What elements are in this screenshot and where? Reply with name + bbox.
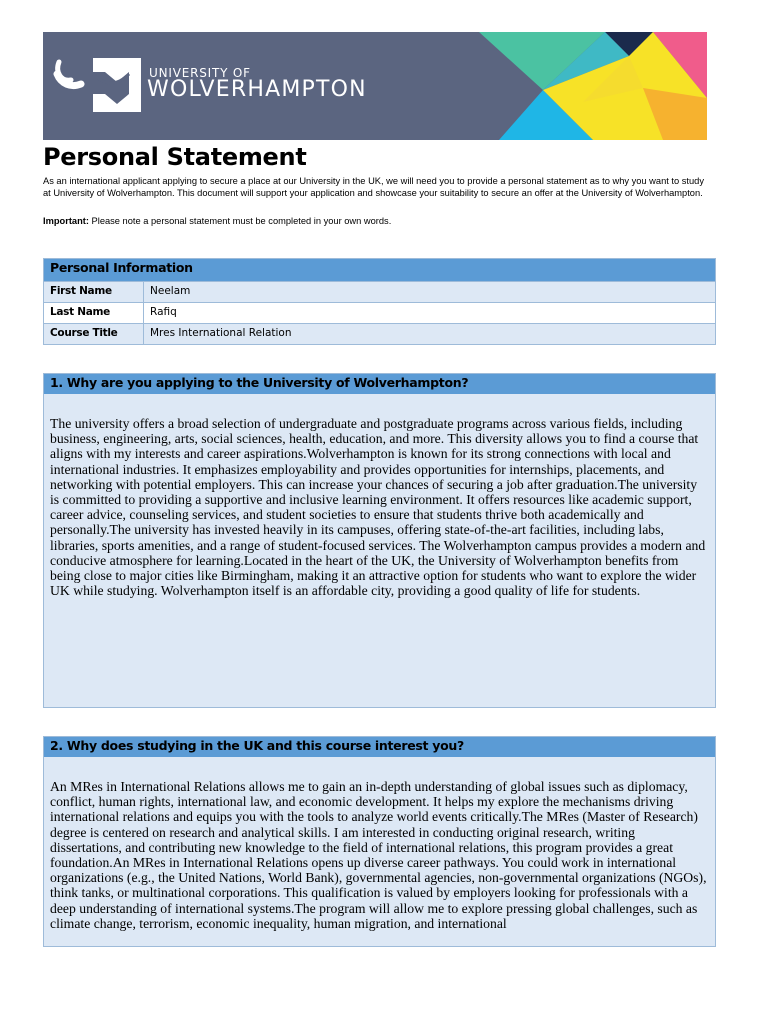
university-logo-icon [53,54,145,116]
table-row [44,302,715,323]
question-2-heading: 2. Why does studying in the UK and this course interest you? [44,737,715,757]
brand-subtitle: UNIVERSITY OF [149,66,251,80]
question-1-section [43,373,716,708]
question-1-answer[interactable]: The university offers a broad selection of undergraduate and postgraduate programs across various fields, including business, engineering, arts, social sciences, health, education, and more. This diversity allows you to find a course that aligns with my interests and career aspirations.Wolverhampton is known for its strong connections with local and international industries. It emphasizes employability and provides opportunities for internships, placements, and networking with potential employers. This can increase your chances of securing a job after graduation.The university is committed to providing a supportive and inclusive learning environment. It offers resources like academic support, career advice, counseling services, and student societies to ensure that students thrive both academically and personally.The university has invested heavily in its campuses, offering state-of-the-art facilities, including labs, libraries, sports amenities, and a range of student-focused services. The Wolverhampton campus provides a modern and conducive atmosphere for learning.Located in the heart of the UK, the University of Wolverhampton benefits from being close to major cities like Birmingham, making it an attractive option for students who want to explore the wider UK while studying. Wolverhampton itself is an affordable city, providing a good quality of life for students. [50,416,706,599]
course-title-field[interactable]: Mres International Relation [150,327,292,339]
personal-info-heading: Personal Information [44,259,715,281]
header-banner [43,32,707,140]
last-name-field[interactable]: Rafiq [150,306,177,318]
brand-name: WOLVERHAMPTON [147,77,367,102]
personal-info-table [43,258,716,345]
question-2-answer[interactable]: An MRes in International Relations allows me to gain an in-depth understanding of global issues such as diplomacy, conflict, human rights, international law, and economic development. It helps my explore the mechanisms driving international relations and equips you with the tools to analyze world events critically.The MRes (Master of Research) degree is centered on research and analytical skills. I am interested in conducting original research, writing dissertations, and contributing new knowledge to the field of international relations, this program provides a great foundation.An MRes in International Relations opens up diverse career pathways. You could work in international organizations (e.g., the United Nations, World Bank), governmental agencies, non-governmental organizations (NGOs), think tanks, or multinational corporations. This qualification is valued by employers looking for professionals with a deep understanding of international systems.The program will allow me to explore pressing global challenges, such as climate change, terrorism, economic inequality, human migration, and international [50,779,707,931]
question-2-section [43,736,716,947]
course-title-label: Course Title [44,324,144,344]
intro-paragraph: As an international applicant applying to secure a place at our University in the UK, we will need you to provide a personal statement as to why you want to study at University of Wolverhampton. This document will support your application and showcase your suitability to secure an offer at the University of Wolverhampton. [43,176,704,198]
important-note [43,216,707,228]
last-name-label: Last Name [44,303,144,323]
important-text: Please note a personal statement must be completed in your own words. [88,216,392,226]
question-1-heading: 1. Why are you applying to the University of Wolverhampton? [44,374,715,394]
table-row [44,323,715,344]
important-label: Important: [43,216,89,226]
first-name-label: First Name [44,282,144,302]
page-title: Personal Statement [43,143,307,171]
first-name-field[interactable]: Neelam [150,285,191,297]
table-row [44,281,715,302]
